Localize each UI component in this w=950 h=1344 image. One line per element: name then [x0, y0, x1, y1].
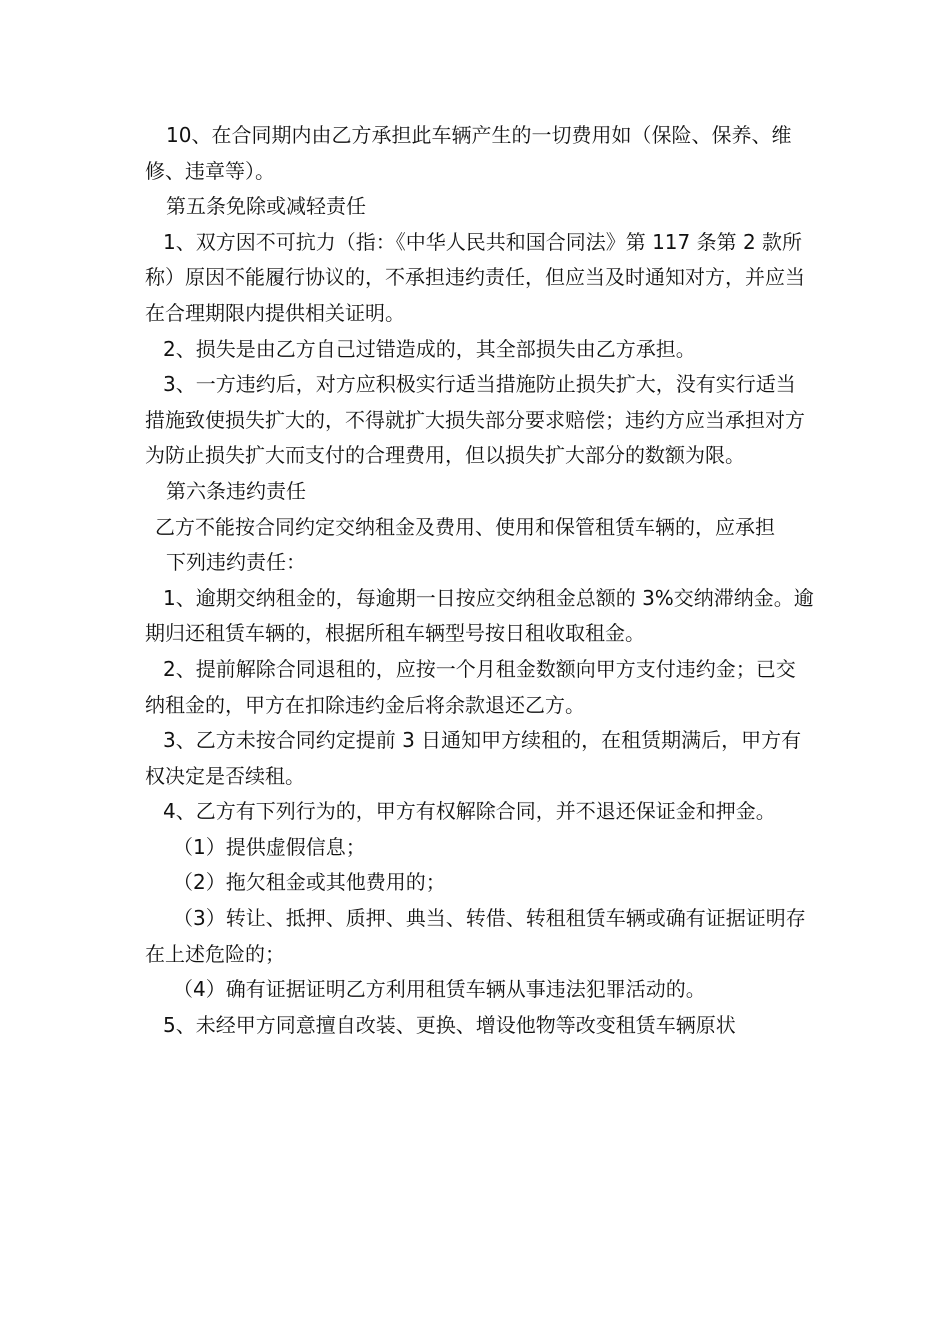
- article-6-item-3: 3、乙方未按合同约定提前 3 日通知甲方续租的，在租赁期满后，甲方有权决定是否续租。: [145, 728, 802, 788]
- article-5-heading: 第五条免除或减轻责任: [166, 194, 366, 219]
- article-6-item-1: 1、逾期交纳租金的，每逾期一日按应交纳租金总额的 3%交纳滞纳金。逾期归还租赁车辆的，根据所租车辆型号按日租收取租金。: [145, 585, 814, 646]
- article-6-intro-continued: 下列违约责任：: [166, 550, 306, 575]
- document-body: [145, 118, 815, 1043]
- article-5-item-1: 1、双方因不可抗力（指：《中华人民共和国合同法》第 117 条第 2 款所称）原因不能履行协议的，不承担违约责任，但应当及时通知对方，并应当在合理期限内提供相关证明。: [145, 229, 805, 325]
- article-6-item-4: 4、乙方有下列行为的，甲方有权解除合同，并不退还保证金和押金。: [163, 799, 776, 824]
- article-5-item-3: 3、一方违约后，对方应积极实行适当措施防止损失扩大，没有实行适当措施致使损失扩大的，不得就扩大损失部分要求赔偿；违约方应当承担对方为防止损失扩大而支付的合理费用，但以损失扩大部分的数额为限。: [145, 372, 805, 468]
- clause-10-costs: 10、在合同期内由乙方承担此车辆产生的一切费用如（保险、保养、维修、违章等）。: [145, 123, 792, 183]
- article-5-item-2: 2、损失是由乙方自己过错造成的，其全部损失由乙方承担。: [163, 336, 696, 361]
- article-6-item-2: 2、提前解除合同退租的，应按一个月租金数额向甲方支付违约金；已交纳租金的，甲方在扣除违约金后将余款退还乙方。: [145, 656, 796, 717]
- article-6-intro: 乙方不能按合同约定交纳租金及费用、使用和保管租赁车辆的，应承担: [155, 514, 775, 539]
- article-6-item-4-sub-2: （2）拖欠租金或其他费用的；: [173, 870, 446, 895]
- article-6-heading: 第六条违约责任: [166, 478, 306, 503]
- article-6-item-5: 5、未经甲方同意擅自改装、更换、增设他物等改变租赁车辆原状: [163, 1012, 736, 1037]
- article-6-item-4-sub-1: （1）提供虚假信息；: [173, 834, 366, 859]
- article-6-item-4-sub-4: （4）确有证据证明乙方利用租赁车辆从事违法犯罪活动的。: [173, 977, 706, 1002]
- article-6-item-4-sub-3: （3）转让、抵押、质押、典当、转借、转租租赁车辆或确有证据证明存在上述危险的；: [145, 906, 806, 966]
